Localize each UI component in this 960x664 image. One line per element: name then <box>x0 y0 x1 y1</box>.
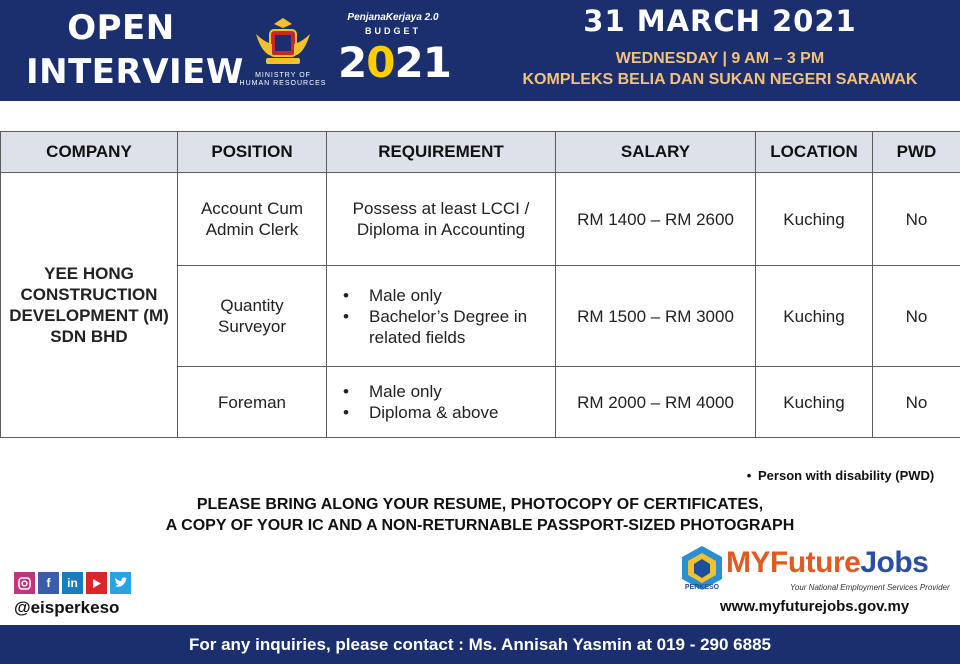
salary-cell: RM 2000 – RM 4000 <box>556 367 756 438</box>
event-title-line1: OPEN <box>67 8 175 48</box>
perkeso-label: PERKESO <box>684 584 720 591</box>
event-title-line2: INTERVIEW <box>26 52 244 92</box>
budget-year-part-a: 2 <box>338 38 367 87</box>
budget-year-part-c: 21 <box>394 38 451 87</box>
requirement-cell <box>327 266 556 367</box>
location-cell: Kuching <box>756 266 873 367</box>
event-venue: KOMPLEKS BELIA DAN SUKAN NEGERI SARAWAK <box>522 71 918 88</box>
ministry-line1: MINISTRY OF <box>255 72 311 79</box>
social-icons <box>14 572 133 594</box>
requirement-list <box>333 381 549 423</box>
instruction-text <box>0 494 960 536</box>
header-pwd: PWD <box>873 132 960 173</box>
requirement-item: • Male only <box>341 285 549 306</box>
youtube-icon[interactable] <box>86 572 107 594</box>
twitter-icon[interactable] <box>110 572 131 594</box>
facebook-icon[interactable]: f <box>38 572 59 594</box>
budget-year-part-b: 0 <box>366 38 395 87</box>
ministry-line2: HUMAN RESOURCES <box>239 80 327 87</box>
jobs-table <box>0 131 960 438</box>
myfuturejobs-wordmark <box>726 546 928 580</box>
requirement-list <box>333 285 549 348</box>
penjana-label: PenjanaKerjaya 2.0 <box>347 12 439 23</box>
instagram-icon[interactable] <box>14 572 35 594</box>
coat-of-arms-icon <box>248 14 318 70</box>
position-cell: Quantity Surveyor <box>178 266 327 367</box>
requirement-cell <box>327 173 556 266</box>
event-date: 31 MARCH 2021 <box>583 4 857 38</box>
pwd-footnote-text: Person with disability (PWD) <box>758 468 935 483</box>
ministry-crest <box>238 14 328 94</box>
pwd-cell: No <box>873 367 960 438</box>
header-requirement: REQUIREMENT <box>327 132 556 173</box>
instruction-line1: PLEASE BRING ALONG YOUR RESUME, PHOTOCOPY OF CERTIFICATES, <box>196 496 764 513</box>
table-row <box>1 173 960 266</box>
header-position: POSITION <box>178 132 327 173</box>
budget-year <box>338 38 451 88</box>
table-header-row <box>1 132 960 173</box>
location-cell: Kuching <box>756 367 873 438</box>
salary-cell: RM 1400 – RM 2600 <box>556 173 756 266</box>
requirement-cell <box>327 367 556 438</box>
contact-info: For any inquiries, please contact : Ms. Annisah Yasmin at 019 - 290 6885 <box>188 634 771 654</box>
budget-label: BUDGET <box>365 26 421 36</box>
linkedin-icon[interactable]: in <box>62 572 83 594</box>
salary-cell: RM 1500 – RM 3000 <box>556 266 756 367</box>
event-title <box>26 6 244 94</box>
pwd-cell: No <box>873 173 960 266</box>
website-link[interactable]: www.myfuturejobs.gov.my <box>720 598 910 615</box>
event-time: WEDNESDAY | 9 AM – 3 PM <box>615 50 825 67</box>
requirement-text: Possess at least LCCI / Diploma in Accounting <box>352 199 530 239</box>
footer-bar <box>0 625 960 664</box>
header-salary: SALARY <box>556 132 756 173</box>
bullet-icon: • <box>746 468 752 483</box>
header-banner <box>0 0 960 101</box>
requirement-item: • Bachelor’s Degree in related fields <box>341 306 549 348</box>
requirement-item: • Diploma & above <box>341 402 549 423</box>
position-cell: Account Cum Admin Clerk <box>178 173 327 266</box>
header-location: LOCATION <box>756 132 873 173</box>
header-company: COMPANY <box>1 132 178 173</box>
pwd-footnote <box>740 468 958 483</box>
company-name: YEE HONG CONSTRUCTION DEVELOPMENT (M) SDN BHD <box>1 173 178 438</box>
budget-logo <box>338 12 451 92</box>
instruction-line2: A COPY OF YOUR IC AND A NON-RETURNABLE PASSPORT-SIZED PHOTOGRAPH <box>165 517 795 534</box>
location-cell: Kuching <box>756 173 873 266</box>
wordmark-my: MY <box>726 546 770 579</box>
brand-tagline: Your National Employment Services Provider <box>790 583 950 592</box>
requirement-item: • Male only <box>341 381 549 402</box>
wordmark-jobs: Jobs <box>860 546 929 579</box>
wordmark-future: Future <box>770 546 861 579</box>
position-cell: Foreman <box>178 367 327 438</box>
social-handle: @eisperkeso <box>14 598 120 617</box>
ministry-label <box>238 72 328 88</box>
pwd-cell: No <box>873 266 960 367</box>
